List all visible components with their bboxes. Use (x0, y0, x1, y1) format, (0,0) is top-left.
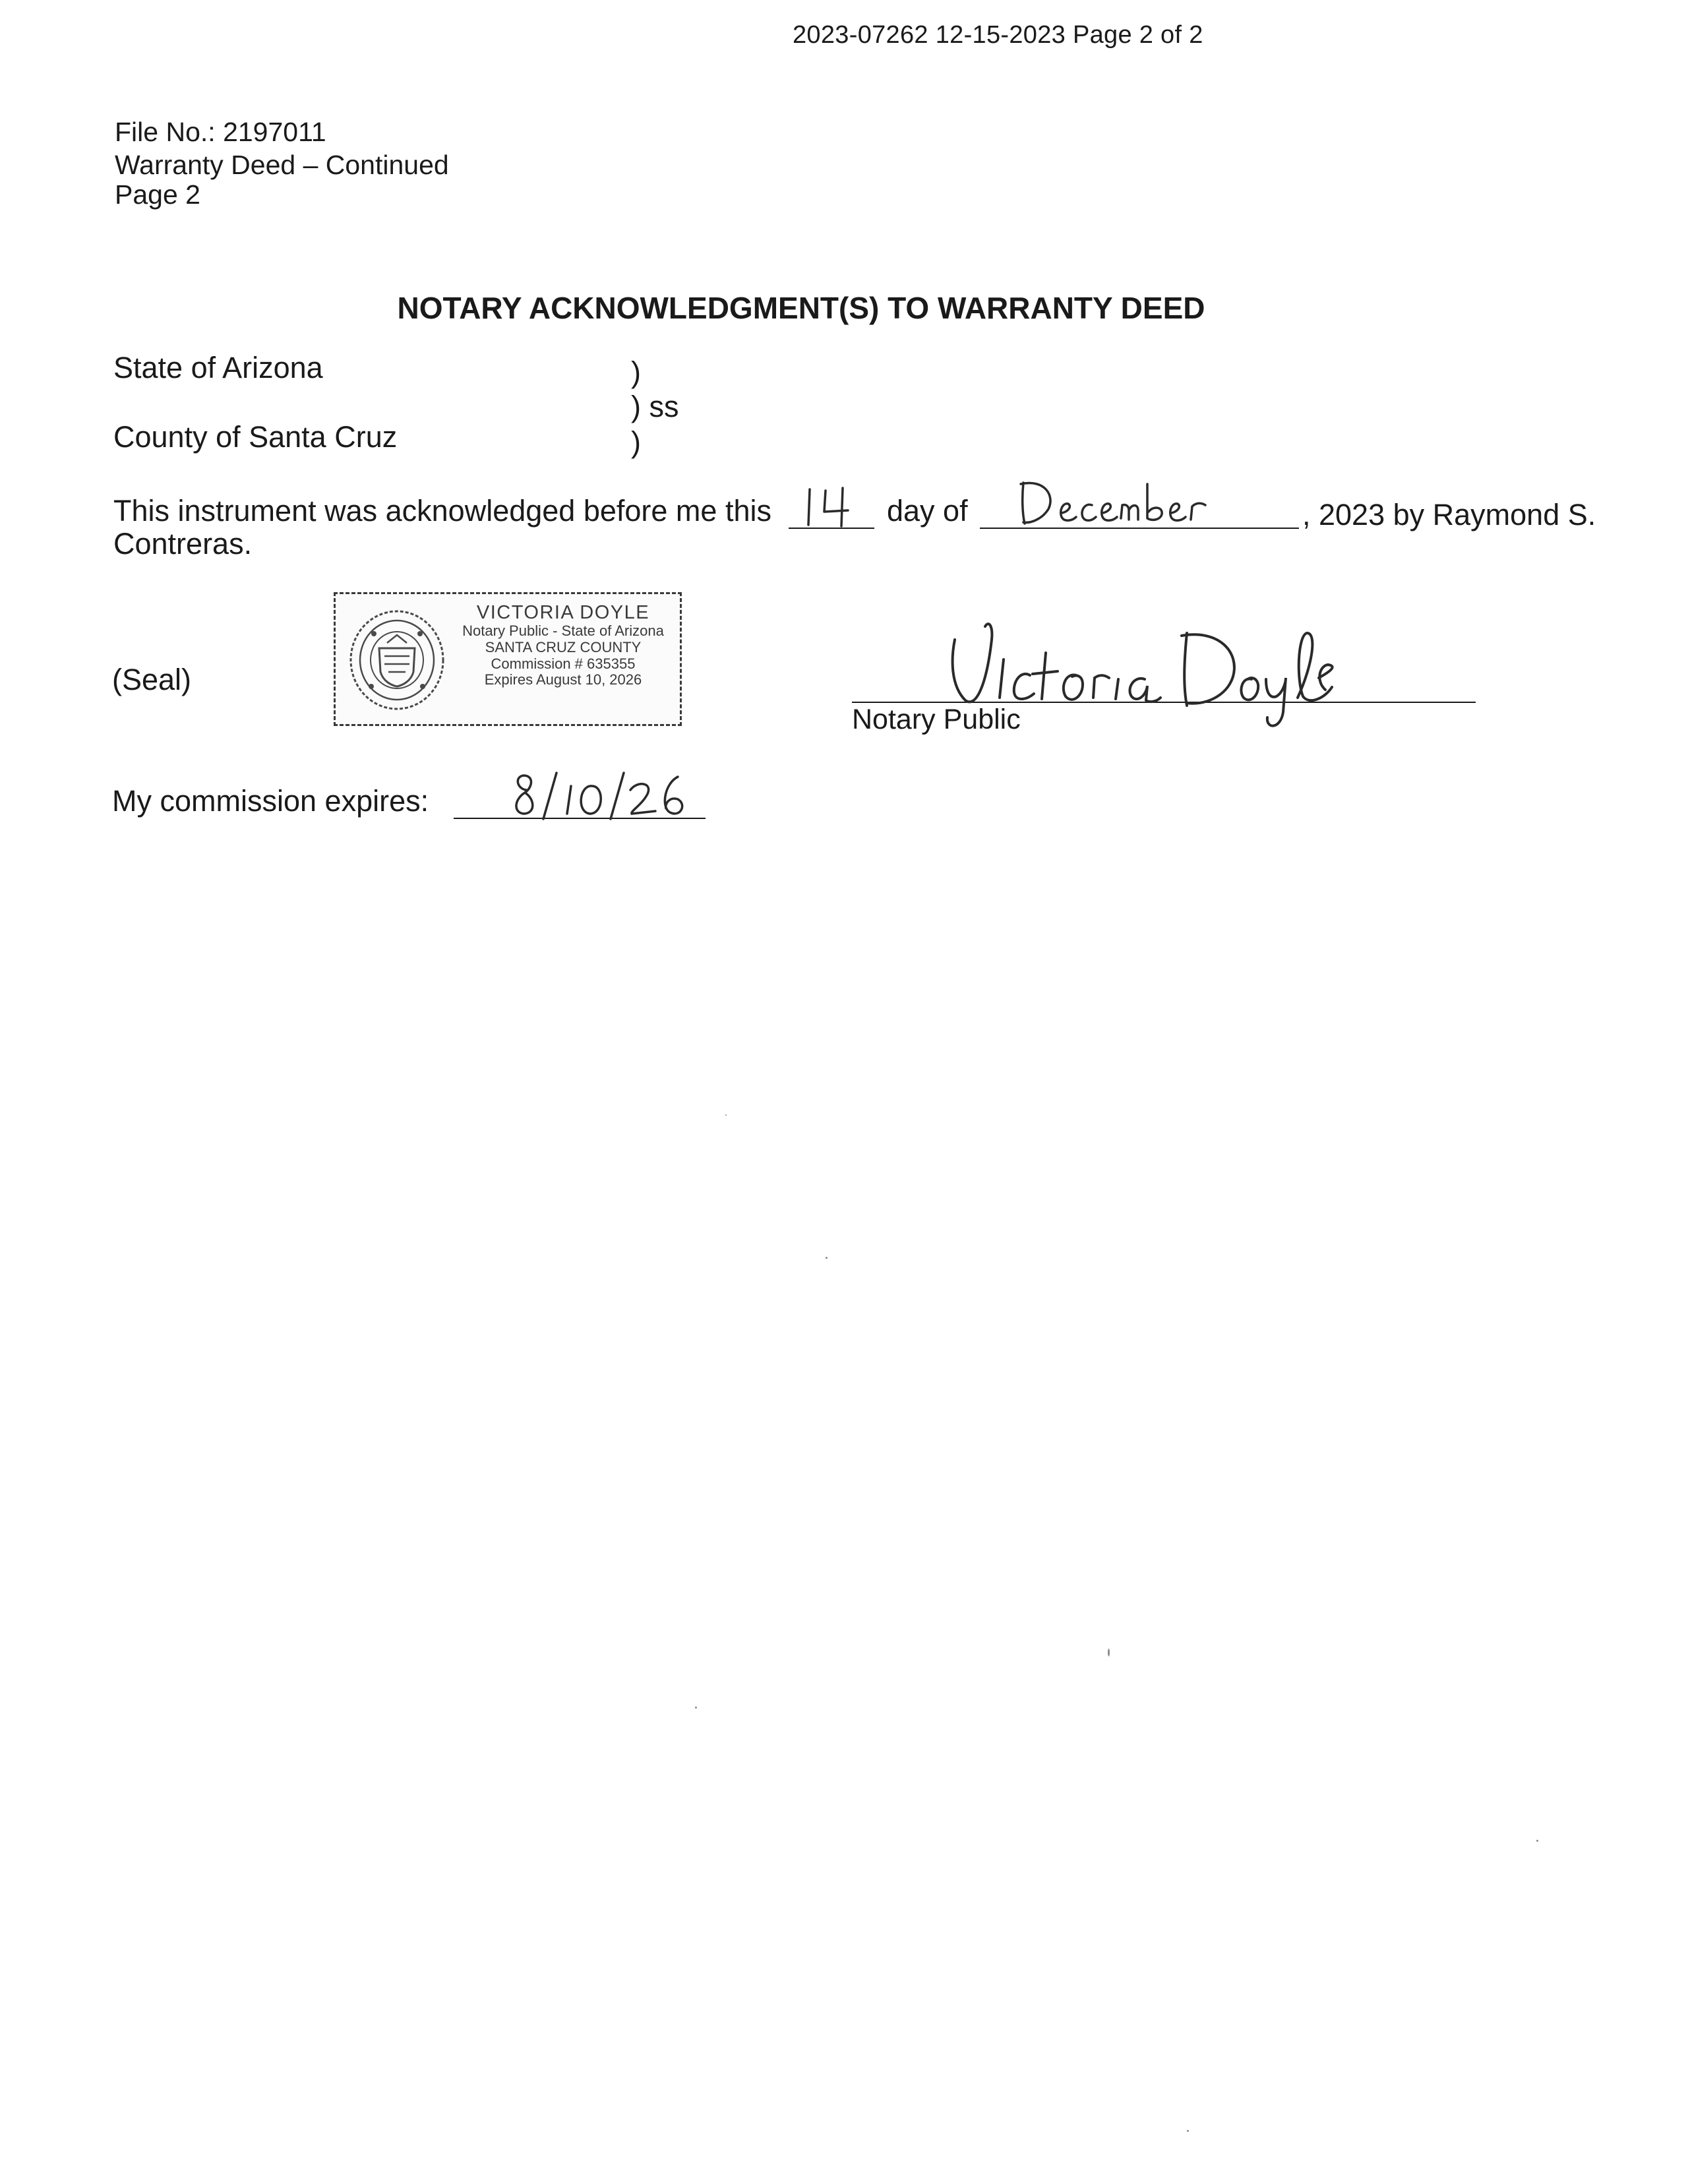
venue-paren-open: ) (631, 355, 641, 389)
file-number-label: File No.: (115, 117, 216, 147)
commission-expires-label: My commission expires: (112, 784, 429, 818)
file-number-line (115, 119, 326, 146)
month-handwriting-glyphs (1015, 476, 1240, 529)
file-number: 2197011 (223, 117, 326, 147)
acknowledgment-prefix: This instrument was acknowledged before me this (113, 494, 771, 528)
venue-state: State of Arizona (113, 351, 323, 384)
acknowledgment-line2: Contreras. (113, 527, 253, 561)
venue-paren-close: ) (631, 425, 641, 459)
scan-speck (1187, 2130, 1189, 2132)
notary-stamp-line2: SANTA CRUZ COUNTY (485, 639, 642, 656)
notary-stamp-line4: Expires August 10, 2026 (484, 671, 642, 688)
state-seal-icon (347, 607, 446, 716)
scan-speck (695, 1707, 697, 1709)
notary-stamp-line1: Notary Public - State of Arizona (462, 622, 664, 640)
day-blank-line (789, 528, 874, 529)
document-title-line: Warranty Deed – Continued (115, 150, 449, 180)
commission-handwriting-glyphs (508, 770, 699, 820)
notary-stamp-name: VICTORIA DOYLE (476, 602, 650, 623)
scan-speck (1108, 1649, 1110, 1656)
notary-stamp (334, 592, 682, 726)
day-handwriting-glyphs (803, 487, 862, 528)
notary-stamp-line3: Commission # 635355 (491, 655, 636, 672)
venue-county: County of Santa Cruz (113, 420, 398, 454)
venue-paren-ss: ) ss (631, 390, 679, 423)
scan-speck (725, 1114, 727, 1116)
page-label: Page 2 (115, 179, 200, 210)
scan-speck (826, 1257, 828, 1259)
day-of-label: day of (887, 494, 968, 528)
scan-speck (1536, 1840, 1538, 1842)
seal-label: (Seal) (112, 663, 192, 696)
page-title: NOTARY ACKNOWLEDGMENT(S) TO WARRANTY DEED (397, 291, 1205, 325)
signature-label: Notary Public (852, 704, 1021, 735)
acknowledgment-suffix: , 2023 by Raymond S. (1302, 498, 1596, 531)
recording-stamp: 2023-07262 12-15-2023 Page 2 of 2 (793, 21, 1203, 49)
notary-stamp-text (448, 602, 678, 688)
